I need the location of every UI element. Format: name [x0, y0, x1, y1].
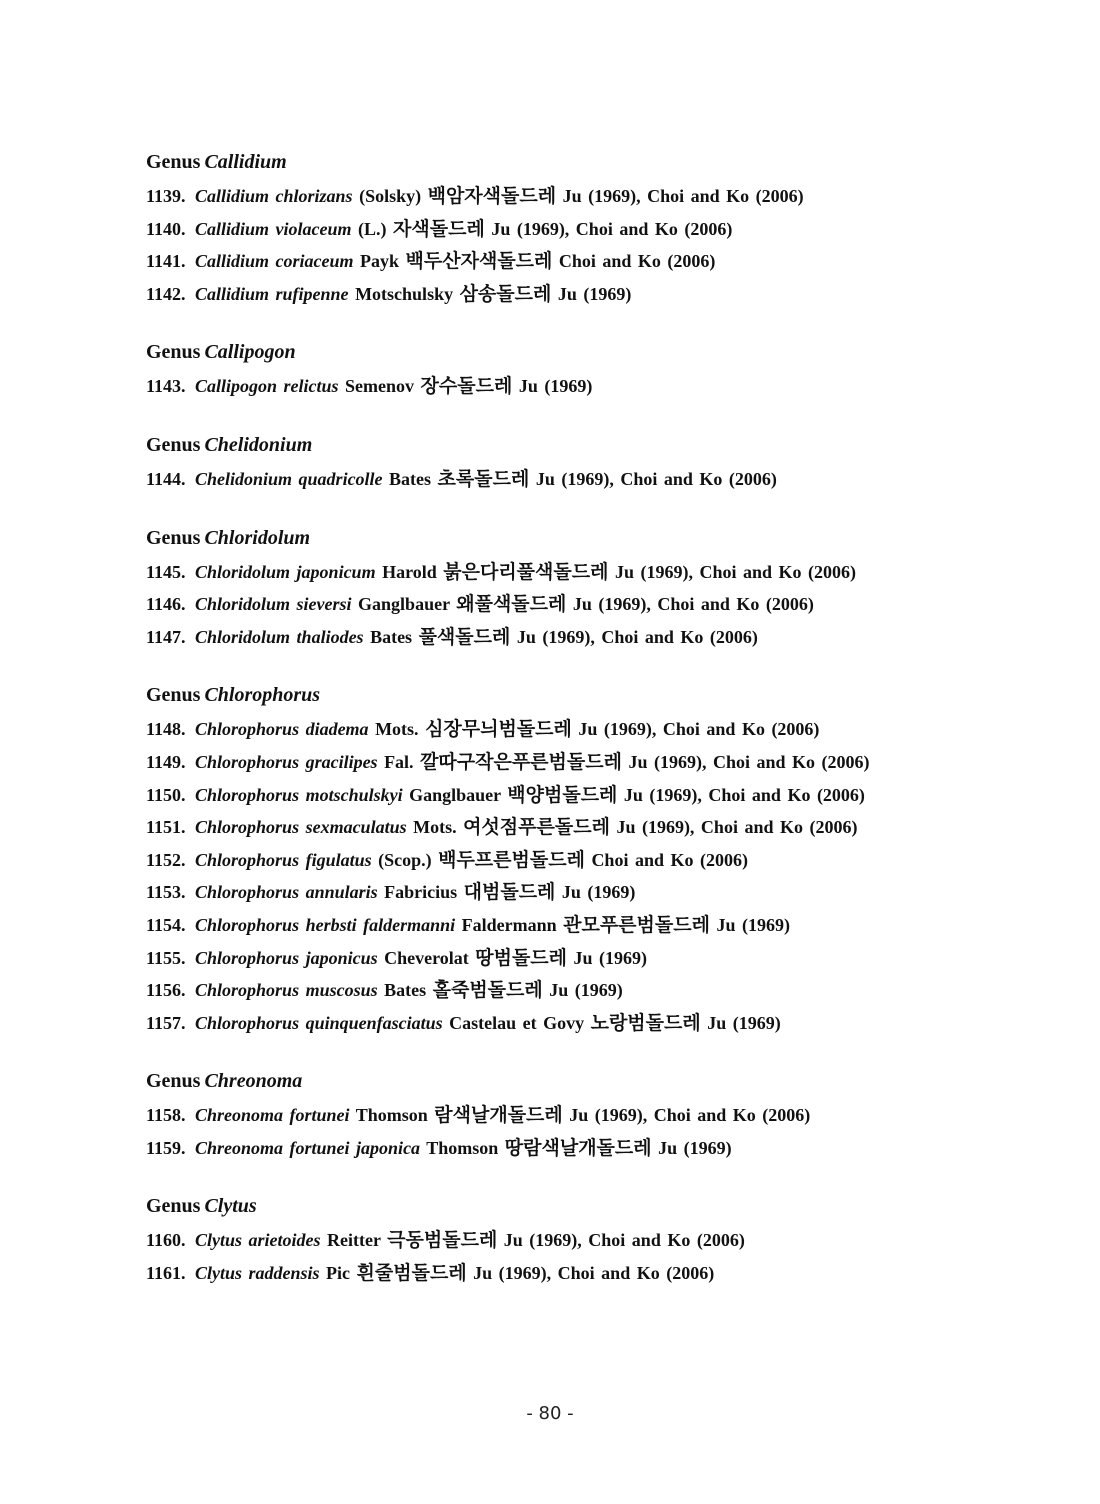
species-entry	[146, 876, 966, 909]
scientific-name: Chlorophorus motschulskyi	[195, 784, 403, 805]
author-name: Thomson	[355, 1105, 428, 1126]
korean-name: 여섯점푸른돌드레	[463, 816, 610, 839]
korean-name: 삼송돌드레	[459, 282, 552, 305]
references: Ju (1969), Choi and Ko (2006)	[562, 186, 804, 206]
entry-number: 1155.	[146, 947, 186, 968]
references: Ju (1969)	[549, 980, 623, 1001]
author-name: Semenov	[345, 376, 415, 397]
references: Ju (1969)	[557, 283, 632, 304]
author-name: Thomson	[426, 1137, 499, 1158]
entry-number: 1157.	[146, 1012, 186, 1033]
entry-number: 1160.	[146, 1230, 186, 1251]
genus-label: Genus	[146, 684, 201, 707]
author-name: Castelau et Govy	[449, 1012, 585, 1033]
scientific-name: Callidium coriaceum	[195, 251, 354, 272]
author-name: Mots.	[375, 719, 419, 740]
genus-section	[146, 148, 966, 310]
scientific-name: Callidium rufipenne	[195, 283, 349, 304]
genus-heading	[146, 524, 966, 552]
author-name: Reitter	[327, 1230, 381, 1251]
korean-name: 풀색돌드레	[418, 625, 511, 648]
scientific-name: Chlorophorus gracilipes	[195, 751, 378, 772]
references: Ju (1969), Choi and Ko (2006)	[503, 1230, 745, 1251]
references: Ju (1969)	[658, 1137, 732, 1158]
species-entry	[146, 278, 966, 311]
entry-number: 1151.	[146, 817, 186, 838]
entry-number: 1142.	[146, 283, 186, 304]
scientific-name: Callidium chlorizans	[195, 186, 353, 206]
species-entry	[146, 1007, 966, 1040]
references: Ju (1969)	[707, 1012, 781, 1033]
scientific-name: Callidium violaceum	[195, 218, 352, 239]
author-name: Pic	[326, 1263, 351, 1284]
species-entry	[146, 811, 966, 844]
genus-label: Genus	[146, 526, 201, 549]
species-entry	[146, 1224, 966, 1257]
genus-section	[146, 681, 966, 1039]
korean-name: 관모푸른범돌드레	[563, 913, 710, 936]
korean-name: 깔따구작은푸른범돌드레	[420, 750, 622, 773]
scientific-name: Clytus raddensis	[195, 1263, 320, 1284]
species-entry	[146, 463, 966, 496]
entry-number: 1140.	[146, 218, 186, 239]
references: Ju (1969), Choi and Ko (2006)	[516, 626, 758, 647]
scientific-name: Chloridolum sieversi	[195, 594, 352, 615]
author-name: Mots.	[413, 817, 457, 838]
species-entry	[146, 713, 966, 746]
genus-section	[146, 1067, 966, 1164]
korean-name: 백두산자색돌드레	[405, 250, 553, 273]
species-entry	[146, 588, 966, 621]
author-name: (L.)	[358, 218, 387, 239]
korean-name: 홀죽범돌드레	[432, 979, 543, 1002]
author-name: Fal.	[384, 751, 414, 772]
korean-name: 장수돌드레	[420, 375, 513, 398]
korean-name: 람색날개돌드레	[434, 1104, 563, 1127]
references: Ju (1969), Choi and Ko (2006)	[473, 1263, 715, 1284]
genus-label: Genus	[146, 151, 201, 173]
entry-number: 1148.	[146, 719, 186, 740]
genus-label: Genus	[146, 433, 201, 456]
scientific-name: Chlorophorus muscosus	[195, 980, 378, 1001]
genus-label: Genus	[146, 1195, 201, 1218]
genus-heading	[146, 431, 966, 459]
references: Ju (1969), Choi and Ko (2006)	[623, 784, 865, 805]
species-entry	[146, 370, 966, 403]
genus-heading	[146, 681, 966, 709]
species-entry	[146, 746, 966, 779]
entry-number: 1139.	[146, 186, 186, 206]
references: Ju (1969)	[573, 947, 648, 968]
species-entry	[146, 909, 966, 942]
references: Ju (1969), Choi and Ko (2006)	[535, 468, 777, 489]
species-entry	[146, 1257, 966, 1290]
scientific-name: Chlorophorus quinquenfasciatus	[195, 1012, 443, 1033]
author-name: Payk	[360, 251, 400, 272]
references: Choi and Ko (2006)	[591, 849, 748, 870]
author-name: Ganglbauer	[409, 784, 501, 805]
genus-name: Chloridolum	[204, 526, 311, 549]
genus-section	[146, 1192, 966, 1289]
genus-heading	[146, 148, 966, 176]
species-entry	[146, 621, 966, 654]
entry-number: 1144.	[146, 468, 186, 489]
species-entry	[146, 779, 966, 812]
scientific-name: Chlorophorus herbsti faldermanni	[195, 914, 456, 935]
author-name: Fabricius	[384, 882, 458, 903]
korean-name: 왜풀색돌드레	[456, 593, 567, 616]
species-entry	[146, 180, 966, 213]
entry-number: 1149.	[146, 751, 186, 772]
references: Ju (1969), Choi and Ko (2006)	[491, 218, 733, 239]
entry-number: 1147.	[146, 626, 186, 647]
species-entry	[146, 1099, 966, 1132]
scientific-name: Chlorophorus sexmaculatus	[195, 817, 407, 838]
korean-name: 백암자색돌드레	[427, 185, 557, 207]
references: Ju (1969)	[716, 914, 790, 935]
species-entry	[146, 556, 966, 589]
entry-number: 1156.	[146, 980, 186, 1001]
scientific-name: Chlorophorus figulatus	[195, 849, 372, 870]
species-entry	[146, 942, 966, 975]
species-list	[146, 148, 966, 1318]
genus-name: Callipogon	[204, 341, 296, 364]
author-name: Bates	[389, 468, 432, 489]
genus-heading	[146, 338, 966, 366]
korean-name: 땅범돌드레	[475, 946, 568, 969]
korean-name: 대범돌드레	[463, 881, 556, 904]
genus-section	[146, 338, 966, 403]
korean-name: 자색돌드레	[393, 217, 485, 240]
scientific-name: Chloridolum thaliodes	[195, 626, 364, 647]
entry-number: 1153.	[146, 882, 186, 903]
korean-name: 극동범돌드레	[387, 1229, 498, 1252]
korean-name: 백두프른범돌드레	[438, 848, 585, 871]
references: Ju (1969), Choi and Ko (2006)	[628, 751, 870, 772]
genus-name: Chreonoma	[204, 1070, 303, 1093]
genus-section	[146, 431, 966, 496]
entry-number: 1141.	[146, 251, 186, 272]
korean-name: 붉은다리풀색돌드레	[443, 560, 609, 583]
scientific-name: Clytus arietoides	[195, 1230, 321, 1251]
page-number: - 80 -	[526, 1403, 574, 1424]
references: Ju (1969)	[561, 882, 636, 903]
entry-number: 1152.	[146, 849, 186, 870]
entry-number: 1158.	[146, 1105, 186, 1126]
author-name: Cheverolat	[384, 947, 469, 968]
author-name: Motschulsky	[355, 283, 454, 304]
author-name: Bates	[384, 980, 427, 1001]
species-entry	[146, 213, 966, 246]
entry-number: 1145.	[146, 561, 186, 582]
scientific-name: Chreonoma fortunei japonica	[195, 1137, 421, 1158]
entry-number: 1154.	[146, 914, 186, 935]
species-entry	[146, 844, 966, 877]
entry-number: 1159.	[146, 1137, 186, 1158]
genus-name: Chelidonium	[204, 433, 313, 456]
korean-name: 초록돌드레	[437, 467, 530, 490]
genus-name: Callidium	[204, 151, 287, 173]
scientific-name: Chloridolum japonicum	[195, 561, 376, 582]
genus-label: Genus	[146, 341, 201, 364]
species-entry	[146, 1132, 966, 1165]
author-name: Bates	[370, 626, 413, 647]
scientific-name: Chlorophorus japonicus	[195, 947, 378, 968]
references: Ju (1969), Choi and Ko (2006)	[572, 594, 814, 615]
entry-number: 1143.	[146, 376, 186, 397]
references: Ju (1969), Choi and Ko (2006)	[569, 1105, 811, 1126]
author-name: (Scop.)	[378, 849, 432, 870]
korean-name: 백양범돌드레	[507, 783, 618, 806]
genus-heading	[146, 1067, 966, 1095]
genus-section	[146, 524, 966, 654]
references: Ju (1969), Choi and Ko (2006)	[616, 817, 858, 838]
scientific-name: Chreonoma fortunei	[195, 1105, 350, 1126]
scientific-name: Chlorophorus diadema	[195, 719, 369, 740]
species-entry	[146, 245, 966, 278]
korean-name: 땅람색날개돌드레	[504, 1136, 652, 1159]
author-name: Faldermann	[461, 914, 557, 935]
genus-name: Chlorophorus	[204, 684, 321, 707]
genus-heading	[146, 1192, 966, 1220]
korean-name: 흰줄범돌드레	[356, 1262, 467, 1285]
korean-name: 심장무늬범돌드레	[425, 718, 572, 741]
entry-number: 1146.	[146, 594, 186, 615]
scientific-name: Callipogon relictus	[195, 376, 339, 397]
entry-number: 1161.	[146, 1263, 186, 1284]
genus-name: Clytus	[204, 1195, 257, 1218]
species-entry	[146, 974, 966, 1007]
author-name: (Solsky)	[359, 186, 422, 206]
scientific-name: Chelidonium quadricolle	[195, 468, 383, 489]
scientific-name: Chlorophorus annularis	[195, 882, 378, 903]
references: Ju (1969), Choi and Ko (2006)	[578, 719, 820, 740]
references: Ju (1969)	[518, 376, 593, 397]
korean-name: 노랑범돌드레	[590, 1011, 701, 1034]
references: Ju (1969), Choi and Ko (2006)	[614, 561, 856, 582]
author-name: Ganglbauer	[358, 594, 450, 615]
references: Choi and Ko (2006)	[558, 251, 716, 272]
author-name: Harold	[382, 561, 437, 582]
entry-number: 1150.	[146, 784, 186, 805]
genus-label: Genus	[146, 1070, 201, 1093]
